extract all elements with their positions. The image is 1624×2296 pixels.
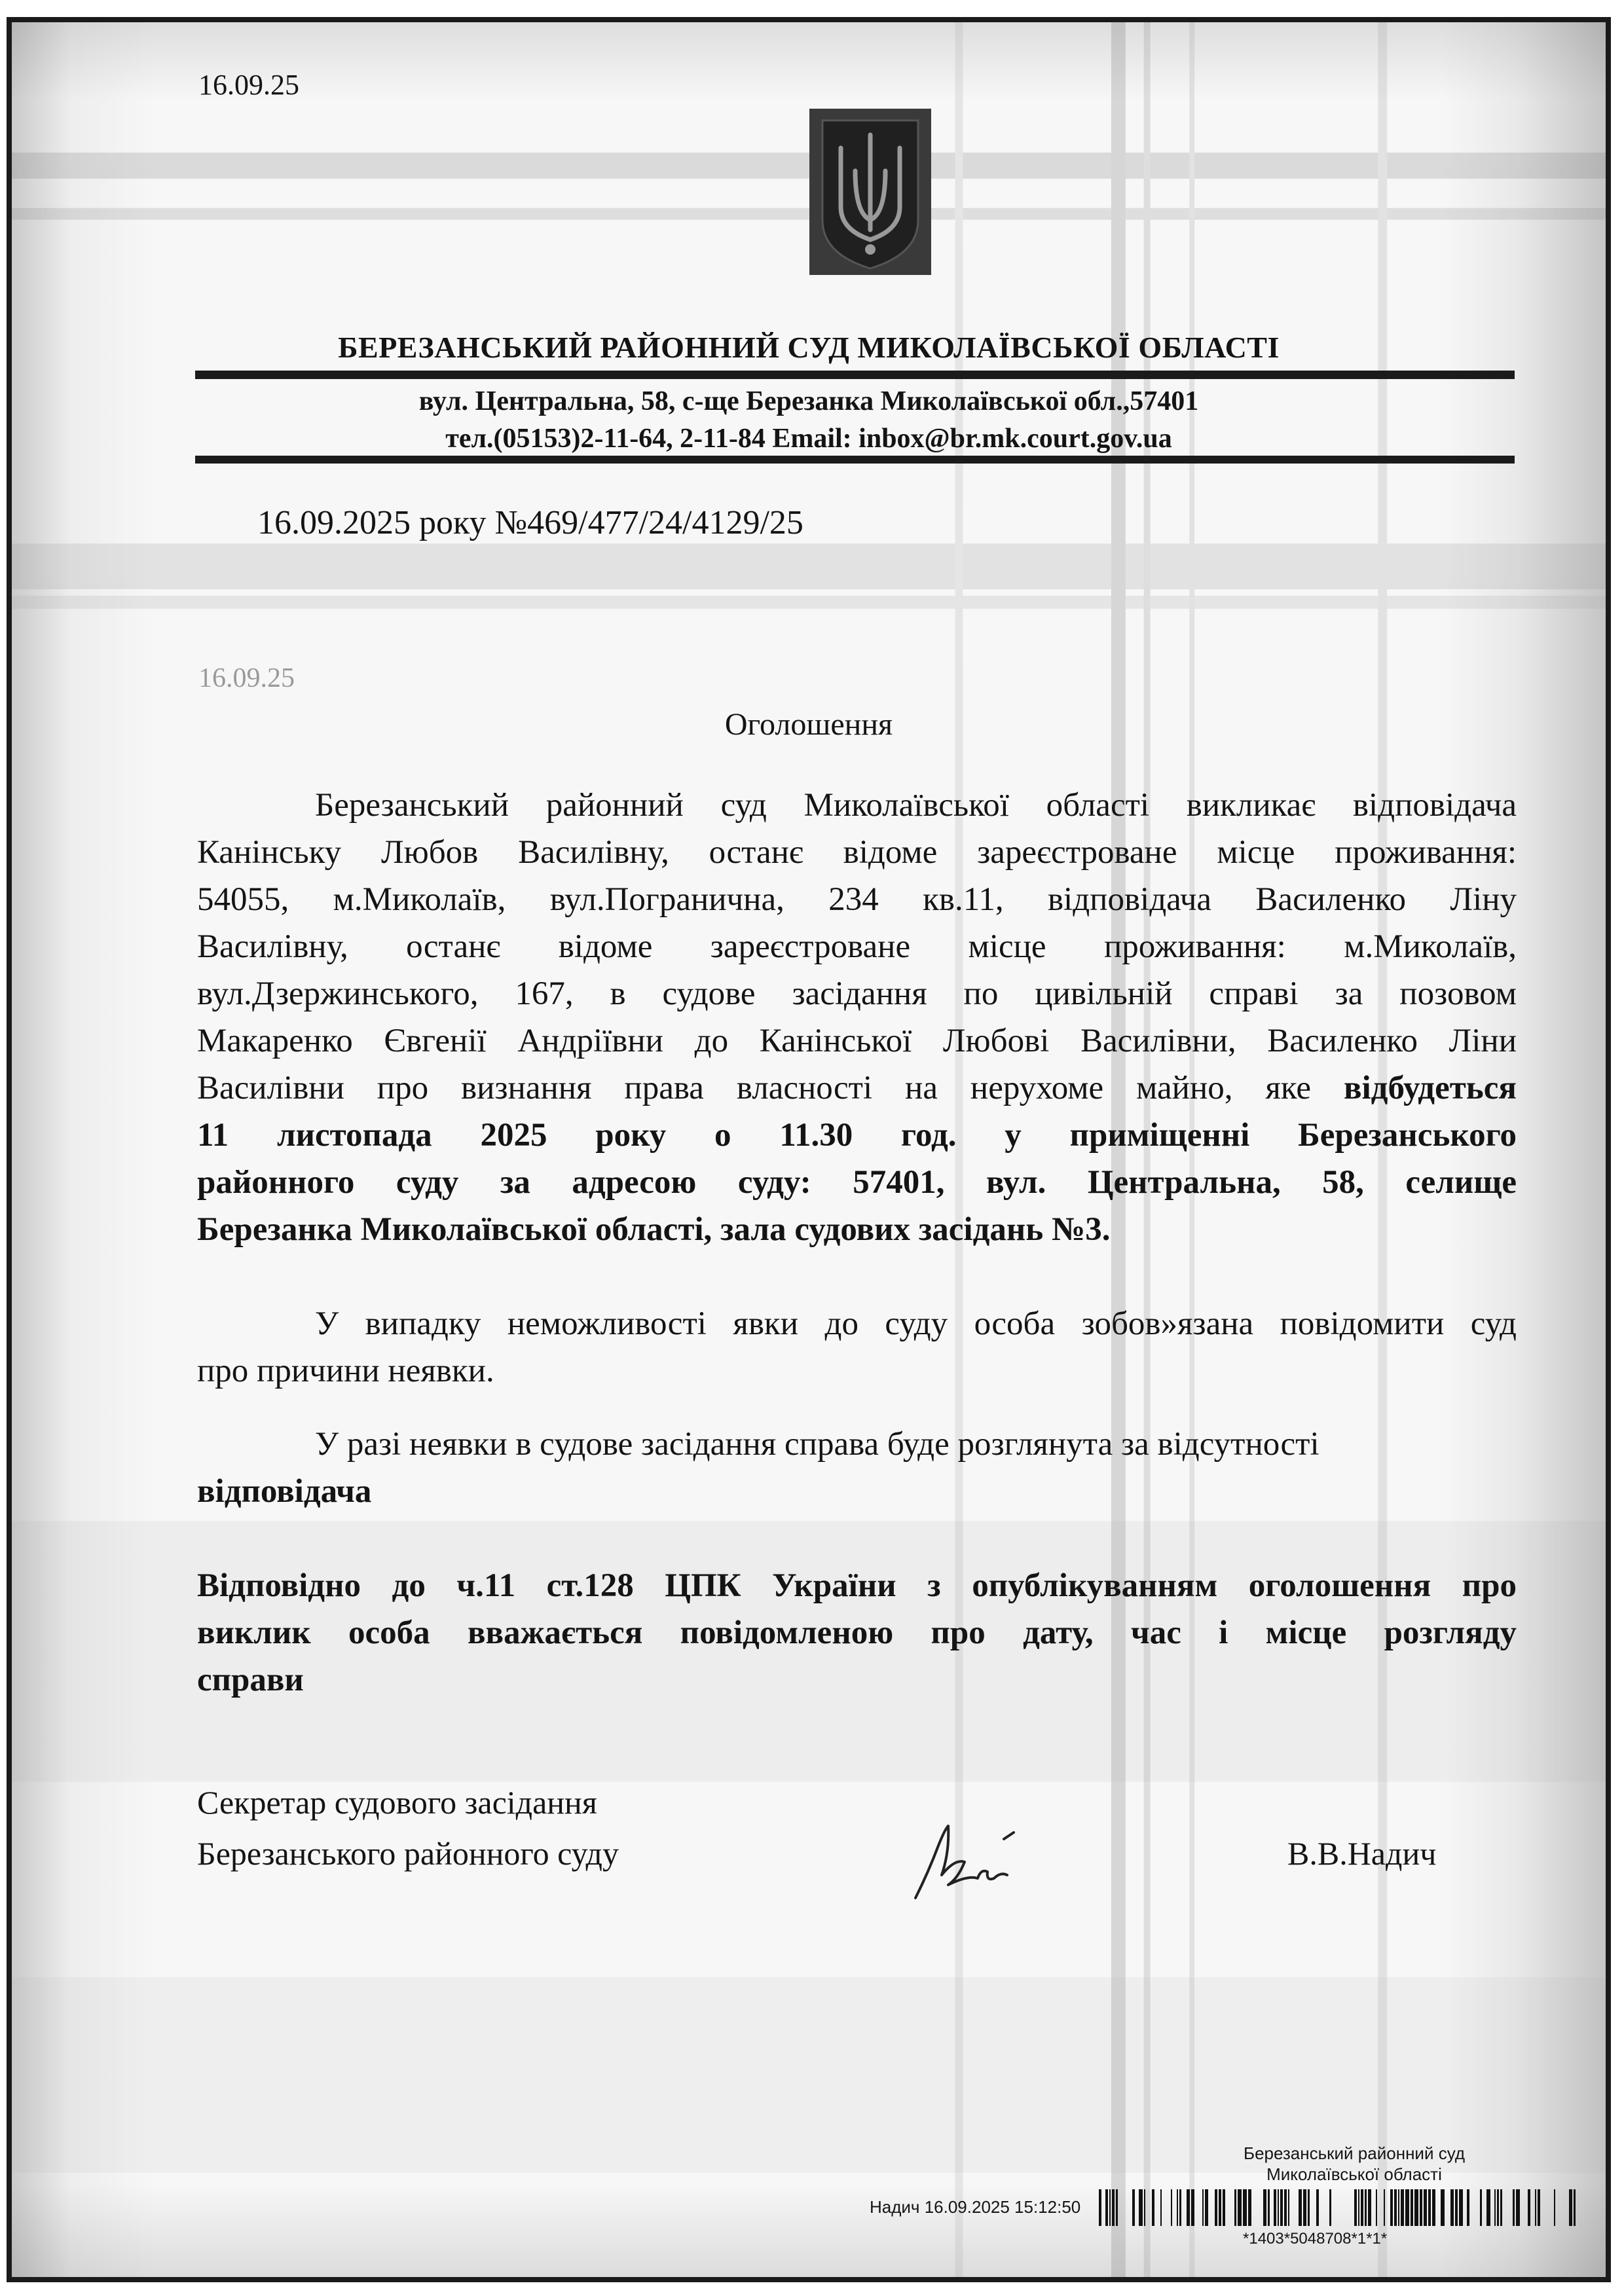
barcode-bar [1500, 2189, 1502, 2226]
notice-p1-line: Канінську Любов Василівну, останє відоме зареєстроване місце проживання: [197, 834, 1517, 871]
ukraine-trident-emblem-icon [809, 109, 931, 275]
document-page [7, 17, 1611, 2282]
barcode-bar [1554, 2189, 1555, 2226]
barcode-bar [1303, 2189, 1306, 2226]
barcode-bar [1358, 2189, 1359, 2226]
notice-p3-line: У разі неявки в судове засідання справа буде розглянута за відсутності [315, 1426, 1320, 1463]
barcode-bar [1099, 2189, 1101, 2226]
notice-p1-line: Василівну, останє відоме зареєстроване місце проживання: м.Миколаїв, [197, 928, 1517, 965]
barcode-bar [1316, 2189, 1319, 2226]
barcode-bar [1171, 2189, 1172, 2226]
barcode-bar [1308, 2189, 1310, 2226]
barcode-bar [1202, 2189, 1204, 2226]
barcode-bar [1263, 2189, 1266, 2226]
barcode-bar [1424, 2189, 1427, 2226]
barcode-bar [1144, 2189, 1145, 2226]
header-rule-top [195, 371, 1515, 379]
registration-stamp-court-line2: Миколаївської області [1266, 2164, 1442, 2184]
barcode-bar [1215, 2189, 1217, 2226]
barcode-bar [1368, 2189, 1371, 2226]
barcode-bar [1105, 2189, 1108, 2226]
barcode-bar [1284, 2189, 1287, 2226]
court-address: вул. Центральна, 58, с-ще Березанка Миколаївської обл.,57401 [418, 386, 1199, 416]
barcode-bar [1411, 2189, 1413, 2226]
barcode-bar [1467, 2189, 1469, 2226]
barcode-bar [1109, 2189, 1111, 2226]
barcode-bar [1497, 2189, 1499, 2226]
barcode-bar [1432, 2189, 1435, 2226]
barcode-bar [1152, 2189, 1154, 2226]
barcode-bar [1516, 2189, 1520, 2226]
signatory-title-line1: Секретар судового засідання [197, 1784, 597, 1821]
barcode-bar [1441, 2189, 1445, 2226]
ghost-date-shadow: 16.09.25 [198, 663, 295, 693]
registration-stamp-court-line1: Березанський районний суд [1244, 2143, 1465, 2163]
barcode-bar [1354, 2189, 1357, 2226]
notice-p4-line: справи [197, 1662, 304, 1698]
barcode-bar [1455, 2189, 1458, 2226]
document-reference: 16.09.2025 року №469/477/24/4129/25 [257, 504, 803, 541]
notice-p1-bold-line: 11 листопада 2025 року о 11.30 год. у приміщенні Березанського [197, 1117, 1517, 1154]
notice-p3-line: відповідача [197, 1473, 372, 1510]
barcode-bar [1405, 2189, 1409, 2226]
barcode-bar [1191, 2189, 1194, 2226]
notice-p1-bold-line: районного суду за адресою суду: 57401, вул. Центральна, 58, селище [197, 1164, 1517, 1201]
signatory-name: В.В.Надич [1287, 1835, 1437, 1872]
barcode-bar [1384, 2189, 1385, 2226]
notice-title: Оголошення [724, 707, 893, 742]
header-rule-bottom [195, 456, 1515, 464]
barcode-bar [1528, 2189, 1530, 2226]
handwritten-signature-icon [909, 1813, 1020, 1904]
notice-p4-line: виклик особа вважається повідомленою про дату, час і місце розгляду [197, 1614, 1517, 1651]
notice-p1-line: Василівни про визнання права власності на нерухоме майно, яке відбудеться [197, 1070, 1517, 1106]
notice-p1-bold-tail: відбудеться [1343, 1070, 1517, 1106]
barcode-bar [1234, 2189, 1236, 2226]
barcode-bar [1187, 2189, 1190, 2226]
barcode-bar [1274, 2189, 1276, 2226]
barcode-bar [1365, 2189, 1367, 2226]
barcode-bar [1139, 2189, 1143, 2226]
barcode-bar [1401, 2189, 1404, 2226]
barcode-bar [1361, 2189, 1363, 2226]
barcode-bar [1278, 2189, 1279, 2226]
barcode-bar [1480, 2189, 1482, 2226]
registration-timestamp: Надич 16.09.2025 15:12:50 [870, 2197, 1081, 2217]
barcode-bar [1132, 2189, 1135, 2226]
barcode-bar [1538, 2189, 1540, 2226]
barcode-number: *1403*5048708*1*1* [1243, 2230, 1388, 2248]
barcode-bar [1160, 2189, 1162, 2226]
barcode-bar [1238, 2189, 1242, 2226]
barcode-bar [1243, 2189, 1247, 2226]
barcode-bar [1450, 2189, 1454, 2226]
barcode-bar [1248, 2189, 1251, 2226]
barcode-bar [1112, 2189, 1115, 2226]
notice-p1-line: Макаренко Євгенії Андріївни до Канінської Любові Василівни, Василенко Ліни [197, 1023, 1517, 1059]
barcode-icon [1099, 2189, 1577, 2226]
court-contacts: тел.(05153)2-11-64, 2-11-84 Email: inbox@br.mk.court.gov.ua [445, 424, 1172, 454]
signatory-title-line2: Березанського районного суду [197, 1835, 619, 1872]
barcode-bar [1299, 2189, 1302, 2226]
barcode-bar [1116, 2189, 1118, 2226]
barcode-bar [1329, 2189, 1331, 2226]
barcode-bar [1494, 2189, 1496, 2226]
barcode-bar [1376, 2189, 1377, 2226]
barcode-bar [1398, 2189, 1399, 2226]
barcode-bar [1428, 2189, 1431, 2226]
barcode-bar [1459, 2189, 1463, 2226]
barcode-bar [1574, 2189, 1576, 2226]
barcode-bar [1179, 2189, 1181, 2226]
barcode-bar [1219, 2189, 1221, 2226]
barcode-bar [1177, 2189, 1178, 2226]
notice-p2-line: про причини неявки. [197, 1353, 494, 1389]
barcode-bar [1268, 2189, 1270, 2226]
barcode-bar [1414, 2189, 1418, 2226]
barcode-bar [1390, 2189, 1393, 2226]
header-date-short: 16.09.25 [198, 69, 299, 101]
notice-p1-line: 54055, м.Миколаїв, вул.Погранична, 234 кв.11, відповідача Василенко Ліну [197, 881, 1517, 918]
court-name: БЕРЕЗАНСЬКИЙ РАЙОННИЙ СУД МИКОЛАЇВСЬКОЇ ОБЛАСТІ [338, 331, 1280, 364]
barcode-bar [1223, 2189, 1225, 2226]
barcode-bar [1513, 2189, 1515, 2226]
notice-p2-line: У випадку неможливості явки до суду особа зобов»язана повідомити суд [315, 1305, 1517, 1342]
barcode-bar [1280, 2189, 1283, 2226]
notice-p1-line: вул.Дзержинського, 167, в судове засідання по цивільній справі за позовом [197, 975, 1517, 1012]
barcode-bar [1288, 2189, 1289, 2226]
barcode-bar [1486, 2189, 1490, 2226]
notice-p1-bold-line: Березанка Миколаївської області, зала судових засідань №3. [197, 1211, 1111, 1248]
barcode-bar [1205, 2189, 1208, 2226]
barcode-bar [1569, 2189, 1572, 2226]
notice-p1-line: Березанський районний суд Миколаївської області викликає відповідача [315, 787, 1517, 824]
barcode-bar [1535, 2189, 1536, 2226]
barcode-bar [1394, 2189, 1397, 2226]
barcode-bar [1420, 2189, 1422, 2226]
notice-body [197, 782, 1517, 1704]
notice-p4-line: Відповідно до ч.11 ст.128 ЦПК України з опублікуванням оголошення про [197, 1567, 1517, 1604]
